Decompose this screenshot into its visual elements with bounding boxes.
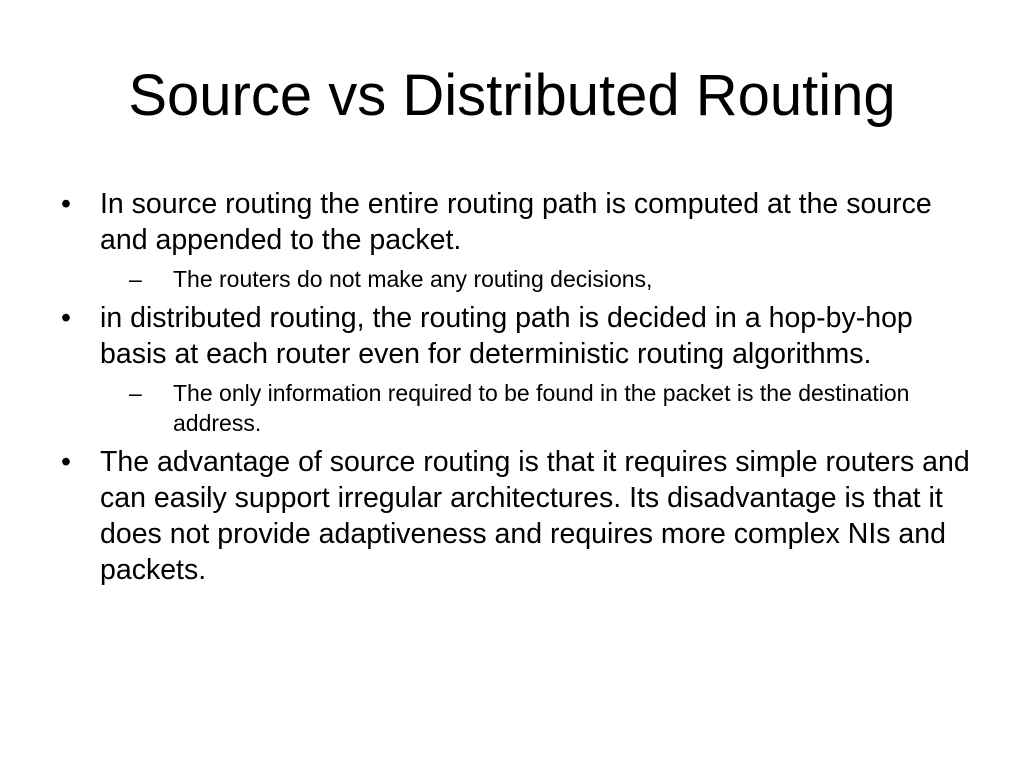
slide-title: Source vs Distributed Routing xyxy=(128,63,896,128)
bullet-item-1 xyxy=(58,186,978,294)
dash-icon: – xyxy=(129,266,142,292)
sub-bullet-text-1: The routers do not make any routing decisions, xyxy=(173,266,653,292)
bullet-text-3: The advantage of source routing is that it requires simple routers and can easily support irregular architectures. Its disadvantage is that it does not provide adaptiveness and requires more complex NIs and packets. xyxy=(100,446,970,586)
bullet-item-2 xyxy=(58,300,978,438)
sub-bullet-item-1 xyxy=(129,264,978,294)
bullet-dot-icon: • xyxy=(61,446,71,478)
sub-bullet-text-2: The only information required to be found in the packet is the destination address. xyxy=(173,380,910,436)
bullet-text-2: in distributed routing, the routing path is decided in a hop-by-hop basis at each router even for deterministic routing algorithms. xyxy=(100,302,913,370)
bullet-item-3 xyxy=(58,444,978,588)
bullet-text-1: In source routing the entire routing path is computed at the source and appended to the packet. xyxy=(100,188,932,256)
bullet-list xyxy=(58,186,978,592)
bullet-dot-icon: • xyxy=(61,188,71,220)
dash-icon: – xyxy=(129,380,142,406)
bullet-dot-icon: • xyxy=(61,302,71,334)
sub-bullet-item-2 xyxy=(129,378,978,438)
